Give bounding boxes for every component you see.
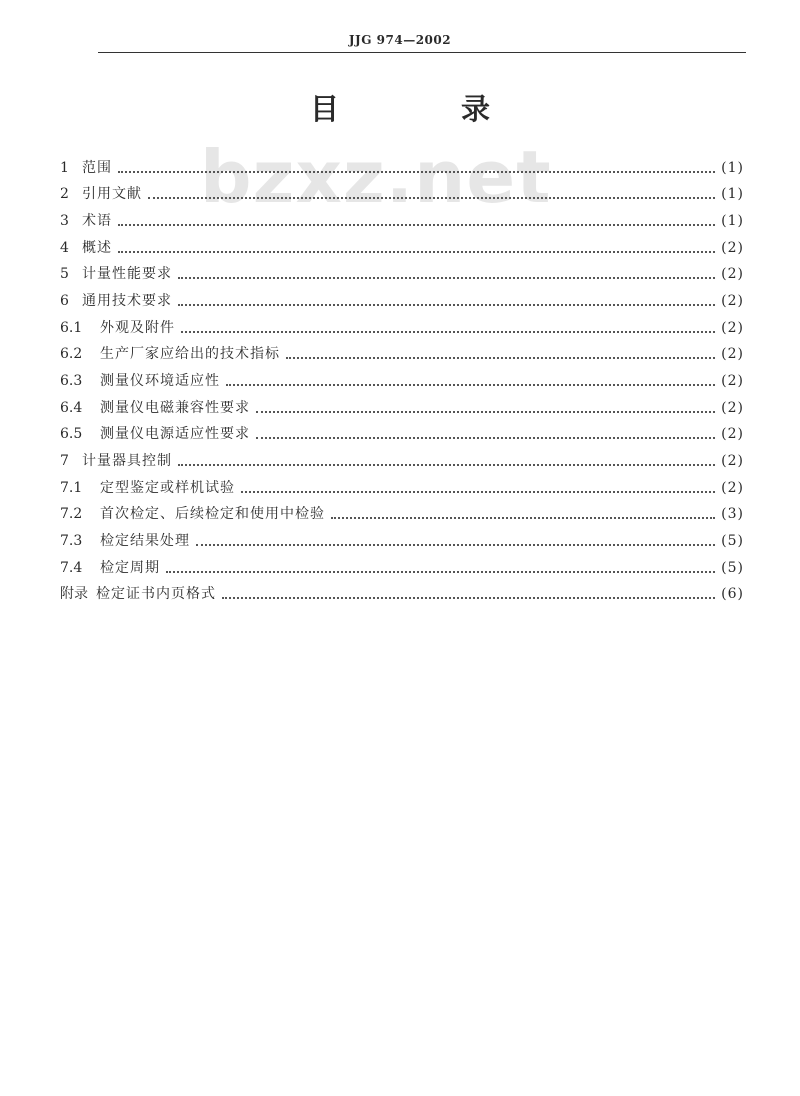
toc-entry[interactable] bbox=[60, 577, 744, 604]
toc-entry-number: 附录 bbox=[60, 586, 88, 603]
toc-entry-number: 7.1 bbox=[60, 479, 83, 496]
toc-entry-title: 首次检定、后续检定和使用中检验 bbox=[100, 506, 325, 523]
toc-entry-title: 定型鉴定或样机试验 bbox=[100, 479, 235, 496]
toc-entry[interactable] bbox=[60, 150, 744, 177]
toc-entry-page: (2) bbox=[721, 239, 744, 256]
toc-entry-title: 检定结果处理 bbox=[100, 532, 190, 549]
toc-leader-dots bbox=[178, 303, 715, 306]
toc-entry-page: (2) bbox=[721, 399, 744, 416]
toc-entry-title: 术语 bbox=[82, 212, 112, 229]
toc-entry-title: 测量仪电源适应性要求 bbox=[100, 426, 250, 443]
toc-entry-page: (5) bbox=[721, 559, 744, 576]
toc-leader-dots bbox=[178, 276, 715, 279]
toc-entry-title: 范围 bbox=[82, 159, 112, 176]
toc-leader-dots bbox=[256, 410, 715, 413]
toc-entry-title: 概述 bbox=[82, 239, 112, 256]
toc-entry-number: 4 bbox=[60, 239, 69, 256]
toc-entry-title: 计量器具控制 bbox=[82, 452, 172, 469]
toc-entry-title: 检定周期 bbox=[100, 559, 160, 576]
toc-leader-dots bbox=[148, 196, 715, 199]
toc-leader-dots bbox=[118, 250, 715, 253]
toc-entry-page: (5) bbox=[721, 532, 744, 549]
toc-entry-page: (1) bbox=[721, 186, 744, 203]
toc-leader-dots bbox=[118, 170, 715, 173]
toc-entry-title: 计量性能要求 bbox=[82, 266, 172, 283]
toc-entry[interactable] bbox=[60, 443, 744, 470]
toc-entry-number: 7.3 bbox=[60, 532, 83, 549]
toc-entry[interactable] bbox=[60, 390, 744, 417]
toc-entry[interactable] bbox=[60, 363, 744, 390]
toc-entry-page: (6) bbox=[721, 586, 744, 603]
toc-entry-title: 测量仪环境适应性 bbox=[100, 372, 220, 389]
header-rule bbox=[98, 52, 746, 53]
toc-entry-title: 检定证书内页格式 bbox=[96, 586, 216, 603]
toc-entry-page: (2) bbox=[721, 266, 744, 283]
toc-entry[interactable] bbox=[60, 177, 744, 204]
toc-leader-dots bbox=[196, 543, 715, 546]
toc-entry[interactable] bbox=[60, 310, 744, 337]
toc-entry[interactable] bbox=[60, 497, 744, 524]
toc-leader-dots bbox=[181, 330, 715, 333]
toc-leader-dots bbox=[241, 490, 715, 493]
toc-entry-page: (2) bbox=[721, 346, 744, 363]
toc-entry[interactable] bbox=[60, 470, 744, 497]
toc-entry-number: 6.3 bbox=[60, 372, 83, 389]
toc-entry-title: 外观及附件 bbox=[100, 319, 175, 336]
toc-entry[interactable] bbox=[60, 550, 744, 577]
toc-entry-number: 6 bbox=[60, 292, 69, 309]
page-title: 目 录 bbox=[309, 92, 547, 126]
toc-entry[interactable] bbox=[60, 257, 744, 284]
toc-entry[interactable] bbox=[60, 337, 744, 364]
toc-entry-title: 测量仪电磁兼容性要求 bbox=[100, 399, 250, 416]
toc-leader-dots bbox=[286, 356, 715, 359]
toc-entry-number: 1 bbox=[60, 159, 69, 176]
toc-entry-page: (2) bbox=[721, 426, 744, 443]
watermark: bzxz.net bbox=[200, 135, 552, 219]
toc-entry-number: 6.2 bbox=[60, 346, 83, 363]
toc-entry[interactable] bbox=[60, 203, 744, 230]
toc-entry-number: 6.4 bbox=[60, 399, 83, 416]
toc-entry[interactable] bbox=[60, 283, 744, 310]
toc-entry-number: 7 bbox=[60, 452, 69, 469]
toc-entry-number: 7.4 bbox=[60, 559, 83, 576]
toc-entry-number: 7.2 bbox=[60, 506, 83, 523]
toc-leader-dots bbox=[256, 436, 715, 439]
toc-entry[interactable] bbox=[60, 523, 744, 550]
toc-leader-dots bbox=[222, 596, 715, 599]
toc-leader-dots bbox=[118, 223, 715, 226]
toc-entry-title: 生产厂家应给出的技术指标 bbox=[100, 346, 280, 363]
toc-entry-page: (2) bbox=[721, 319, 744, 336]
toc-entry-page: (2) bbox=[721, 372, 744, 389]
toc-entry[interactable] bbox=[60, 417, 744, 444]
toc-entry-page: (1) bbox=[721, 212, 744, 229]
toc-entry-number: 3 bbox=[60, 212, 69, 229]
toc-entry[interactable] bbox=[60, 230, 744, 257]
table-of-contents bbox=[60, 150, 744, 603]
toc-entry-page: (2) bbox=[721, 452, 744, 469]
toc-entry-page: (1) bbox=[721, 159, 744, 176]
toc-entry-number: 6.1 bbox=[60, 319, 83, 336]
toc-leader-dots bbox=[331, 516, 715, 519]
toc-entry-page: (3) bbox=[721, 506, 744, 523]
toc-entry-number: 5 bbox=[60, 266, 69, 283]
toc-leader-dots bbox=[226, 383, 715, 386]
toc-entry-page: (2) bbox=[721, 292, 744, 309]
toc-leader-dots bbox=[166, 570, 715, 573]
toc-entry-page: (2) bbox=[721, 479, 744, 496]
toc-leader-dots bbox=[178, 463, 715, 466]
toc-entry-number: 6.5 bbox=[60, 426, 83, 443]
toc-entry-title: 通用技术要求 bbox=[82, 292, 172, 309]
toc-entry-number: 2 bbox=[60, 186, 69, 203]
toc-entry-title: 引用文献 bbox=[82, 186, 142, 203]
standard-code: JJG 974—2002 bbox=[348, 33, 452, 47]
